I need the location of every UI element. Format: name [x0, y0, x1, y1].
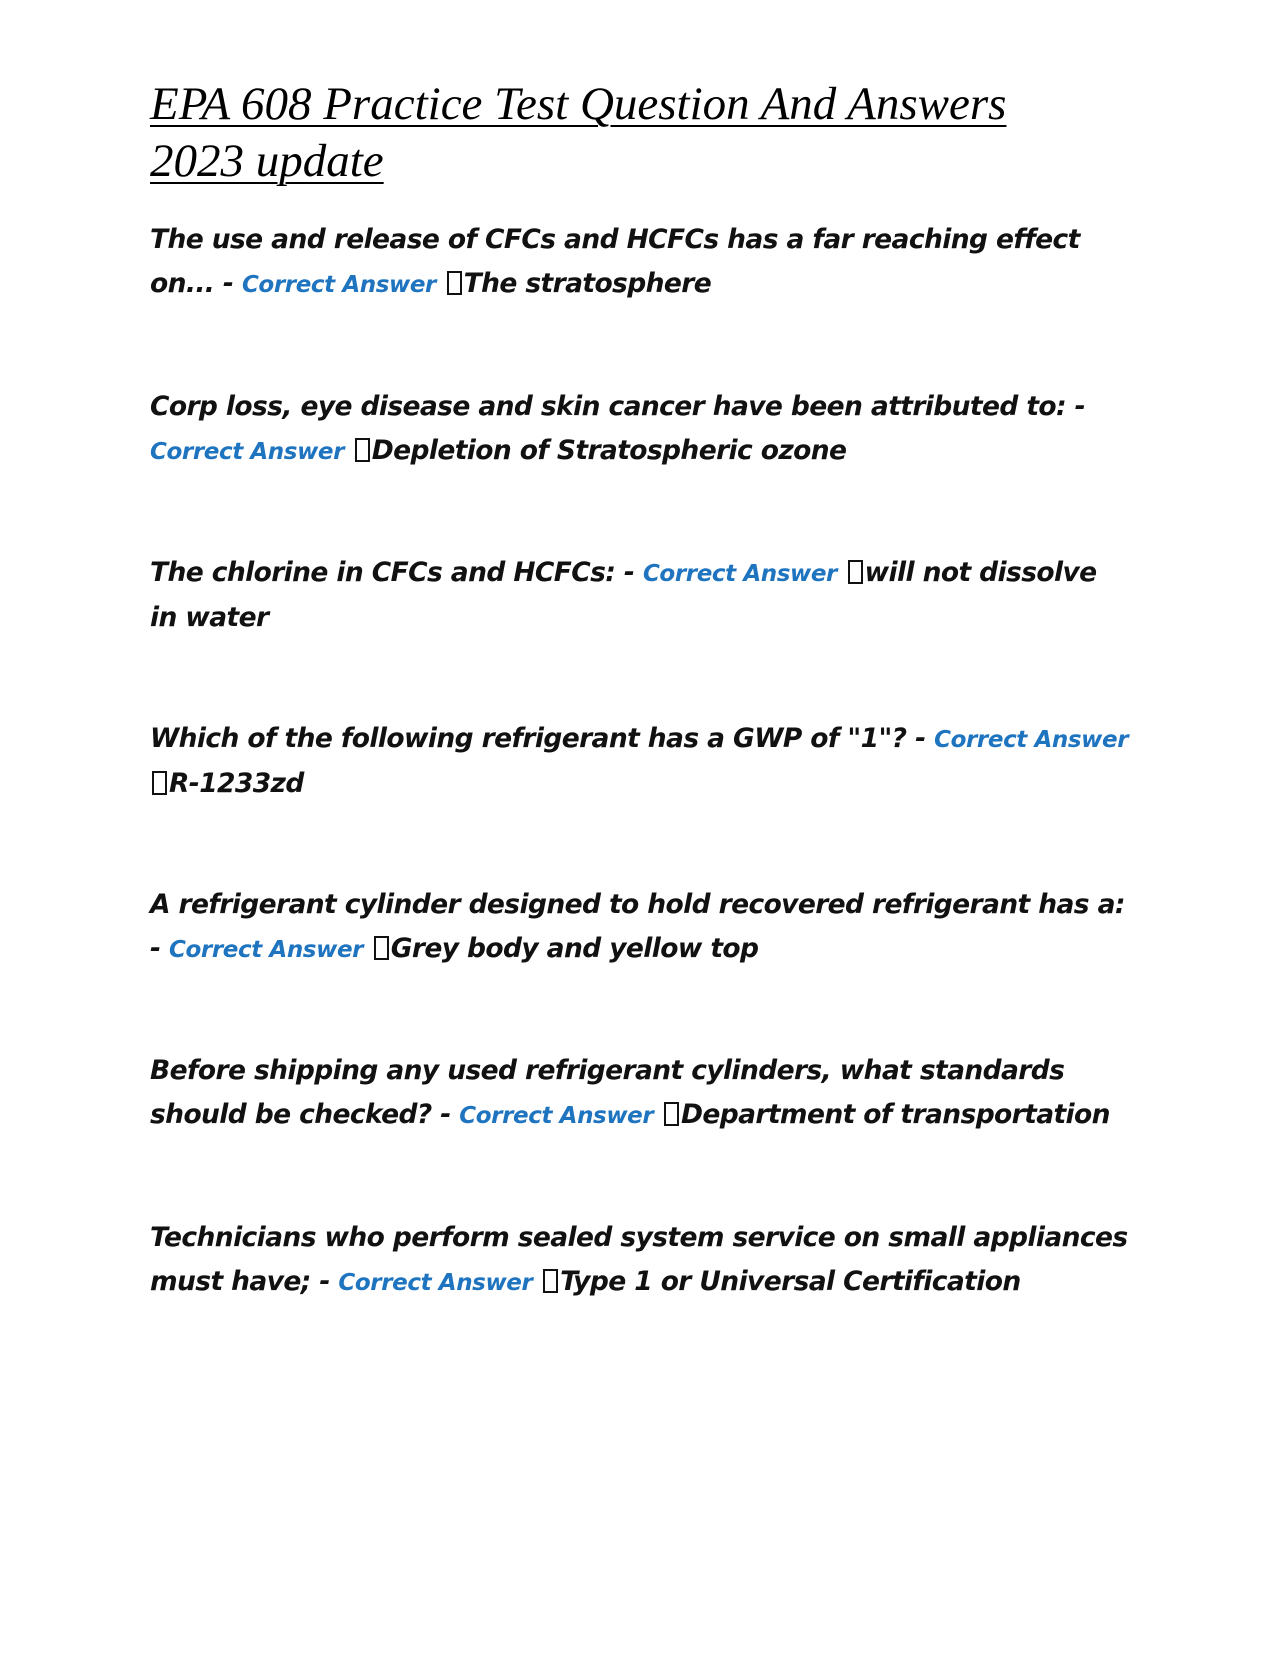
document-title — [150, 76, 1110, 190]
title-line-1: EPA 608 Practice Test Question And Answers — [150, 78, 1007, 130]
question-text: Which of the following refrigerant has a GWP of "1"? - — [150, 723, 935, 754]
question-text: Technicians who perform sealed system service on small appliances must have; - — [150, 1222, 1128, 1297]
qa-item — [150, 717, 1130, 806]
question-text: The chlorine in CFCs and HCFCs: - — [150, 557, 643, 588]
answer-text: Grey body and yellow top — [390, 933, 759, 964]
title-line-2: 2023 update — [150, 135, 384, 187]
answer-text: Department of transportation — [680, 1099, 1110, 1130]
question-text: Before shipping any used refrigerant cylinders, what standards should be checked? - — [150, 1055, 1065, 1130]
missing-glyph-box-icon — [848, 560, 863, 584]
missing-glyph-box-icon — [664, 1102, 679, 1126]
correct-answer-label: Correct Answer — [241, 272, 436, 298]
missing-glyph-box-icon — [152, 771, 167, 795]
qa-item — [150, 1049, 1130, 1138]
question-text: A refrigerant cylinder designed to hold recovered refrigerant has a: - — [150, 889, 1125, 964]
correct-answer-label: Correct Answer — [459, 1103, 654, 1129]
answer-text: The stratosphere — [463, 268, 712, 299]
missing-glyph-box-icon — [447, 271, 462, 295]
answer-text: R-1233zd — [169, 768, 304, 799]
answer-text: Depletion of Stratospheric ozone — [371, 435, 847, 466]
question-text: Corp loss, eye disease and skin cancer have been attributed to: - — [150, 391, 1086, 422]
correct-answer-label: Correct Answer — [150, 439, 345, 465]
correct-answer-label: Correct Answer — [642, 561, 837, 587]
missing-glyph-box-icon — [543, 1269, 558, 1293]
qa-item — [150, 551, 1130, 640]
qa-item — [150, 883, 1130, 972]
answer-text: Type 1 or Universal Certification — [560, 1266, 1021, 1297]
answer-text: will not dissolve in water — [150, 557, 1097, 633]
correct-answer-label: Correct Answer — [934, 727, 1129, 753]
correct-answer-label: Correct Answer — [338, 1270, 533, 1296]
correct-answer-label: Correct Answer — [169, 937, 364, 963]
qa-item — [150, 1216, 1130, 1305]
qa-item — [150, 385, 1130, 474]
missing-glyph-box-icon — [374, 936, 389, 960]
qa-item — [150, 218, 1130, 307]
missing-glyph-box-icon — [355, 438, 370, 462]
question-text: The use and release of CFCs and HCFCs has a far reaching effect on... - — [150, 224, 1080, 299]
